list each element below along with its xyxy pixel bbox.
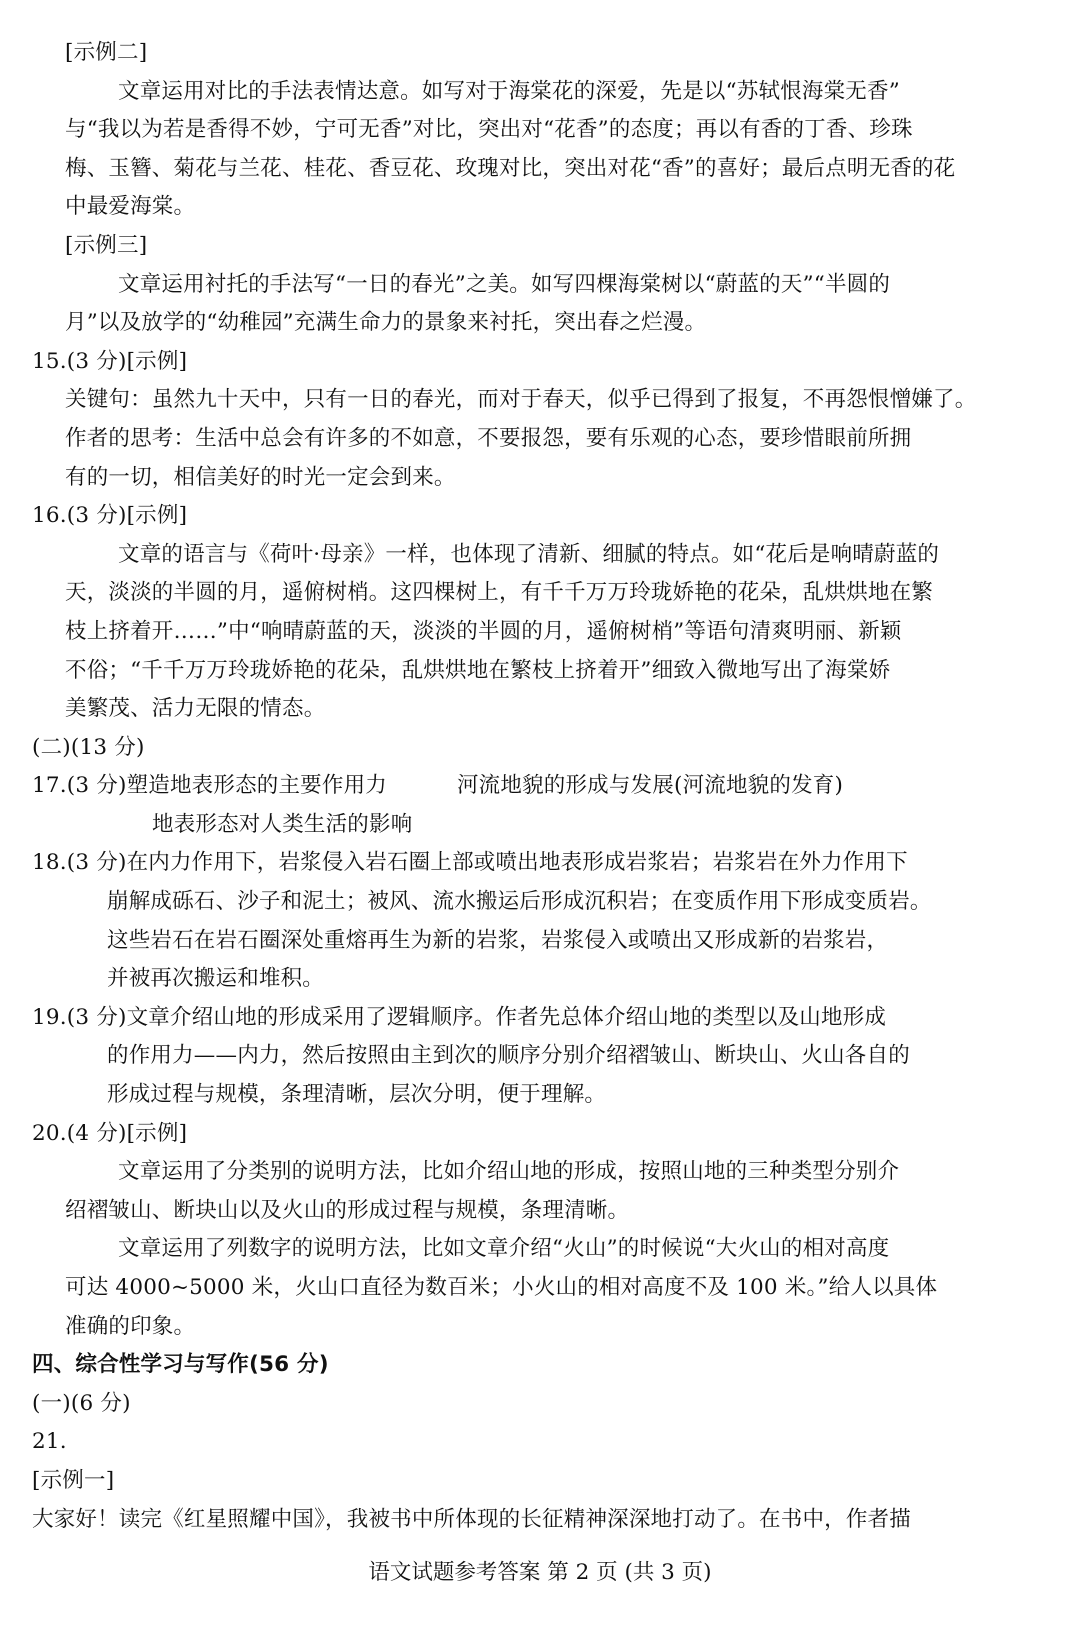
paragraph-line: 文章运用了分类别的说明方法，比如介绍山地的形成，按照山地的三种类型分别介 (118, 1159, 900, 1185)
question-17-answer-b: 河流地貌的形成与发展(河流地貌的发育) (456, 773, 844, 799)
paragraph-line: 关键句：虽然九十天中，只有一日的春光，而对于春天，似乎已得到了报复，不再怨恨憎嫌了。 (65, 387, 977, 413)
paragraph-line: 文章运用了列数字的说明方法，比如文章介绍“火山”的时候说“大火山的相对高度 (118, 1236, 890, 1262)
paragraph-line: 月”以及放学的“幼稚园”充满生命力的景象来衬托，突出春之烂漫。 (65, 310, 707, 336)
paragraph-line: 美繁茂、活力无限的情态。 (65, 696, 326, 722)
paragraph-line: 文章运用衬托的手法写“一日的春光”之美。如写四棵海棠树以“蔚蓝的天”“半圆的 (118, 271, 891, 297)
paragraph-line: 绍褶皱山、断块山以及火山的形成过程与规模，条理清晰。 (65, 1197, 630, 1223)
paragraph-line: 并被再次搬运和堆积。 (107, 966, 325, 992)
paragraph-line: 作者的思考：生活中总会有许多的不如意，不要报怨，要有乐观的心态，要珍惜眼前所拥 (65, 425, 912, 451)
question-17-line (32, 767, 984, 806)
question-17-answer-c: 地表形态对人类生活的影响 (152, 811, 413, 837)
paragraph-line: 中最爱海棠。 (65, 194, 196, 220)
question-17-answer-a: 17.(3 分)塑造地表形态的主要作用力 (32, 773, 387, 799)
paragraph-line: 崩解成砾石、沙子和泥土；被风、流水搬运后形成沉积岩；在变质作用下形成变质岩。 (107, 889, 932, 915)
subsection-one-heading: (一)(6 分) (32, 1390, 131, 1416)
paragraph-line: 文章的语言与《荷叶·母亲》一样，也体现了清新、细腻的特点。如“花后是响晴蔚蓝的 (118, 541, 940, 567)
paragraph-line: 有的一切，相信美好的时光一定会到来。 (65, 464, 456, 490)
paragraph-line: 可达 4000~5000 米，火山口直径为数百米；小火山的相对高度不及 100 米。”给人以具体 (65, 1275, 938, 1300)
paragraph-line: 与“我以为若是香得不妙，宁可无香”对比，突出对“花香”的态度；再以有香的丁香、珍珠 (65, 117, 913, 143)
example-three-label: [示例三] (65, 232, 148, 258)
paragraph-line: 梅、玉簪、菊花与兰花、桂花、香豆花、玫瑰对比，突出对花“香”的喜好；最后点明无香的花 (65, 155, 956, 181)
paragraph-line: 准确的印象。 (65, 1313, 196, 1339)
paragraph-line: 这些岩石在岩石圈深处重熔再生为新的岩浆，岩浆侵入或喷出又形成新的岩浆岩， (107, 927, 889, 953)
paragraph-line: 天，淡淡的半圆的月，遥俯树梢。这四棵树上，有千千万万玲珑娇艳的花朵，乱烘烘地在繁 (65, 580, 934, 606)
question-21-heading: 21. (32, 1429, 67, 1455)
page-footer: 语文试题参考答案 第 2 页 (共 3 页) (368, 1560, 712, 1585)
question-16-heading: 16.(3 分)[示例] (32, 503, 188, 529)
question-15-heading: 15.(3 分)[示例] (32, 348, 188, 374)
paragraph-line: 的作用力——内力，然后按照由主到次的顺序分别介绍褶皱山、断块山、火山各自的 (107, 1043, 910, 1069)
paragraph-line: 形成过程与规模，条理清晰，层次分明，便于理解。 (107, 1082, 607, 1108)
question-19-line: 19.(3 分)文章介绍山地的形成采用了逻辑顺序。作者先总体介绍山地的类型以及山地形成 (32, 1004, 887, 1030)
paragraph-line: 大家好！读完《红星照耀中国》，我被书中所体现的长征精神深深地打动了。在书中，作者描 (32, 1506, 911, 1532)
example-two-label: [示例二] (65, 40, 148, 65)
paragraph-line: 枝上挤着开……”中“响晴蔚蓝的天，淡淡的半圆的月，遥俯树梢”等语句清爽明丽、新颖 (65, 618, 902, 644)
question-20-heading: 20.(4 分)[示例] (32, 1120, 188, 1146)
section-two-heading: (二)(13 分) (32, 734, 145, 760)
question-18-line: 18.(3 分)在内力作用下，岩浆侵入岩石圈上部或喷出地表形成岩浆岩；岩浆岩在外力作用下 (32, 850, 908, 876)
section-four-heading: 四、综合性学习与写作(56 分) (32, 1352, 329, 1378)
example-one-label: [示例一] (32, 1467, 115, 1493)
paragraph-line: 文章运用对比的手法表情达意。如写对于海棠花的深爱，先是以“苏轼恨海棠无香” (118, 78, 900, 104)
paragraph-line: 不俗；“千千万万玲珑娇艳的花朵，乱烘烘地在繁枝上挤着开”细致入微地写出了海棠娇 (65, 657, 891, 683)
